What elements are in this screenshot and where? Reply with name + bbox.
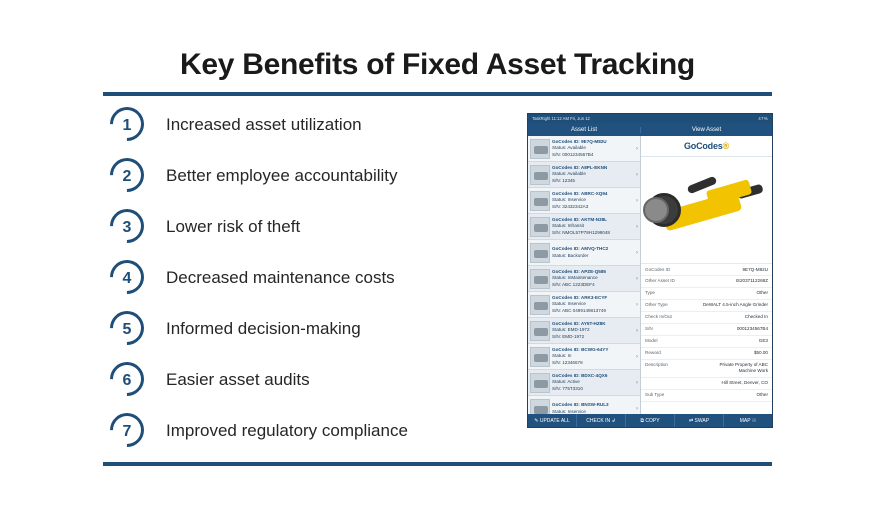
list-item <box>106 202 496 252</box>
chevron-right-icon: › <box>636 379 638 386</box>
benefit-label: Decreased maintenance costs <box>166 268 395 287</box>
asset-status: Status: Available <box>552 171 586 177</box>
field-row <box>641 390 772 402</box>
field-key: Check In/Out <box>645 314 672 320</box>
asset-info <box>552 217 633 236</box>
list-item[interactable] <box>528 370 640 396</box>
divider-top <box>103 92 772 96</box>
asset-info <box>552 139 633 158</box>
asset-info <box>552 373 633 392</box>
asset-thumbnail-icon <box>530 373 550 393</box>
map-button[interactable]: MAP ☉ <box>739 418 757 424</box>
benefit-label: Increased asset utilization <box>166 115 362 134</box>
asset-thumbnail-icon <box>530 165 550 185</box>
benefit-label: Lower risk of theft <box>166 217 301 236</box>
number-badge <box>106 105 150 145</box>
field-row <box>641 312 772 324</box>
benefit-label: Easier asset audits <box>166 370 310 389</box>
asset-info <box>552 246 633 258</box>
chevron-right-icon: › <box>636 223 638 230</box>
list-item <box>106 151 496 201</box>
benefit-label: Improved regulatory compliance <box>166 421 408 440</box>
chevron-right-icon: › <box>636 275 638 282</box>
asset-serial: S/N: 0001234567B4 <box>552 151 594 157</box>
field-key: Other Type <box>645 302 668 308</box>
list-item[interactable] <box>528 396 640 414</box>
chevron-right-icon: › <box>636 197 638 204</box>
field-row <box>641 288 772 300</box>
asset-status: Status: EMD-1972 <box>552 327 590 333</box>
list-item[interactable] <box>528 292 640 318</box>
benefit-label: Better employee accountability <box>166 166 398 185</box>
chevron-right-icon: › <box>636 249 638 256</box>
asset-thumbnail-icon <box>530 321 550 341</box>
field-value: Checked In <box>744 314 768 320</box>
asset-serial: S/N: 32432342A3 <box>552 203 589 209</box>
field-value: 0001234567B4 <box>736 326 768 332</box>
field-row <box>641 264 772 276</box>
asset-thumbnail-icon <box>530 191 550 211</box>
badge-number: 2 <box>122 168 132 185</box>
status-bar <box>528 114 772 123</box>
list-item[interactable] <box>528 266 640 292</box>
field-row <box>641 360 772 378</box>
chevron-right-icon: › <box>636 145 638 152</box>
list-item[interactable] <box>528 162 640 188</box>
asset-serial: S/N: EMD-1972 <box>552 333 585 339</box>
number-badge <box>106 411 150 451</box>
list-item[interactable] <box>528 136 640 162</box>
number-badge <box>106 360 150 400</box>
asset-thumbnail-icon <box>530 243 550 263</box>
chevron-right-icon: › <box>636 327 638 334</box>
asset-info <box>552 402 633 414</box>
badge-number: 6 <box>122 372 132 389</box>
asset-status: Status: In <box>552 353 572 359</box>
field-row <box>641 336 772 348</box>
number-badge <box>106 207 150 247</box>
number-badge <box>106 309 150 349</box>
list-item[interactable] <box>528 240 640 266</box>
badge-number: 7 <box>122 423 132 440</box>
status-bar-battery: 47% <box>758 116 768 121</box>
badge-number: 5 <box>122 321 132 338</box>
asset-thumbnail-icon <box>530 295 550 315</box>
badge-number: 3 <box>122 219 132 236</box>
field-key: S/N <box>645 326 653 332</box>
asset-list-title: Asset List <box>528 127 641 133</box>
asset-thumbnail-icon <box>530 399 550 415</box>
field-value: Other <box>756 392 768 398</box>
asset-id: GoCodes ID: APZE-Q585 <box>552 269 606 275</box>
field-value: Private Property of ABC Machine Work <box>719 362 768 374</box>
asset-info <box>552 165 633 184</box>
asset-fields <box>641 264 772 402</box>
list-item[interactable] <box>528 344 640 370</box>
asset-id: GoCodes ID: A8PL-EKNN <box>552 165 608 171</box>
asset-id: GoCodes ID: BCWG-64YY <box>552 347 609 353</box>
number-badge <box>106 258 150 298</box>
app-toolbar <box>528 414 772 428</box>
badge-number: 4 <box>122 270 132 287</box>
app-header <box>528 123 772 136</box>
asset-thumbnail-icon <box>530 139 550 159</box>
field-value: Hill Street, Denver, CO <box>721 380 768 386</box>
list-item <box>106 304 496 354</box>
field-row <box>641 324 772 336</box>
benefit-label: Informed decision-making <box>166 319 361 338</box>
field-value: $50.00 <box>753 350 768 356</box>
field-row <box>641 276 772 288</box>
number-badge <box>106 156 150 196</box>
asset-status: Status: Infransit <box>552 223 584 229</box>
list-item <box>106 100 496 150</box>
asset-list[interactable] <box>528 136 641 414</box>
chevron-right-icon: › <box>636 405 638 412</box>
asset-id: GoCodes ID: 9E7Q-M82U <box>552 139 607 145</box>
list-item <box>106 355 496 405</box>
asset-status: Status: Inservice <box>552 408 586 414</box>
asset-info <box>552 269 633 288</box>
chevron-right-icon: › <box>636 353 638 360</box>
asset-info <box>552 295 633 314</box>
gocodes-logo <box>641 136 772 157</box>
asset-status: Status: Active <box>552 379 580 385</box>
copy-button[interactable]: ⧉ COPY <box>626 414 675 428</box>
asset-serial: S/N: 12346678 <box>552 359 583 365</box>
asset-id: GoCodes ID: ABRC-XQ94 <box>552 191 608 197</box>
asset-thumbnail-icon <box>530 217 550 237</box>
field-value: 9E7Q-M82U <box>742 266 768 272</box>
field-key: Model <box>645 338 658 344</box>
grinder-disc-shape <box>643 197 669 223</box>
field-row <box>641 378 772 390</box>
asset-serial: S/N: 775T3310 <box>552 385 583 391</box>
asset-info <box>552 321 633 340</box>
swap-button[interactable]: ⇄ SWAP <box>675 414 724 428</box>
field-key: Description <box>645 362 668 368</box>
asset-thumbnail-icon <box>530 269 550 289</box>
asset-serial: S/N: 12345 <box>552 177 575 183</box>
list-item <box>106 406 496 456</box>
brand-name: GoCodes <box>683 141 723 151</box>
chevron-right-icon: › <box>636 301 638 308</box>
field-key: Sub Type <box>645 392 665 398</box>
asset-status: Status: InMaintenance <box>552 275 598 281</box>
asset-status: Status: Backorder <box>552 252 589 258</box>
view-asset-title: View Asset <box>691 126 722 133</box>
field-key: Type <box>645 290 655 296</box>
asset-serial: S/N: ABC 1223DEF4 <box>552 281 595 287</box>
badge-number: 1 <box>122 117 132 134</box>
field-value: IS2037112268Z <box>735 278 768 284</box>
app-screenshot <box>527 113 773 428</box>
check-in-button[interactable]: CHECK IN ↲ <box>577 414 626 428</box>
divider-bottom <box>103 462 772 466</box>
asset-status: Status: Inservice <box>552 197 586 203</box>
asset-status: Status: Inservice <box>552 301 586 307</box>
asset-id: GoCodes ID: ARK3-ECYF <box>552 295 608 301</box>
asset-id: GoCodes ID: AY5T-HZ8K <box>552 321 606 327</box>
update-all-button[interactable]: ✎ UPDATE ALL <box>528 414 577 428</box>
field-key: Reward <box>645 350 661 356</box>
brand-accent: ® <box>722 141 730 151</box>
field-value: DeWALT 4.5-inch Angle Grinder <box>702 302 768 308</box>
asset-info <box>552 347 633 366</box>
asset-serial: S/N: ABC 0499149813749 <box>552 307 606 313</box>
field-value: Other <box>756 290 768 296</box>
chevron-right-icon: › <box>636 171 638 178</box>
asset-thumbnail-icon <box>530 347 550 367</box>
list-item[interactable] <box>528 318 640 344</box>
field-row <box>641 300 772 312</box>
page-title: Key Benefits of Fixed Asset Tracking <box>180 48 695 81</box>
field-row <box>641 348 772 360</box>
field-value: GE3 <box>758 338 768 344</box>
asset-detail-panel <box>641 136 772 414</box>
field-key: Other Asset ID <box>645 278 675 284</box>
list-item <box>106 253 496 303</box>
asset-id: GoCodes ID: AMVQ-THC2 <box>552 246 609 252</box>
asset-id: GoCodes ID: BNSW-RUL3 <box>552 402 609 408</box>
asset-id: GoCodes ID: AKTM-N38L <box>552 217 607 223</box>
benefits-list <box>106 100 496 457</box>
asset-id: GoCodes ID: BDXC-4QX6 <box>552 373 608 379</box>
asset-serial: S/N: NMOL57P78H1299048 <box>552 229 610 235</box>
asset-photo[interactable] <box>641 157 772 264</box>
asset-info <box>552 191 633 210</box>
asset-status: Status: Available <box>552 145 586 151</box>
app-body <box>528 136 772 414</box>
status-bar-left: TaskRight 11:12 AM Fri, Jun 12 <box>532 116 590 121</box>
field-key: GoCodes ID <box>645 266 671 272</box>
list-item[interactable] <box>528 188 640 214</box>
list-item[interactable] <box>528 214 640 240</box>
